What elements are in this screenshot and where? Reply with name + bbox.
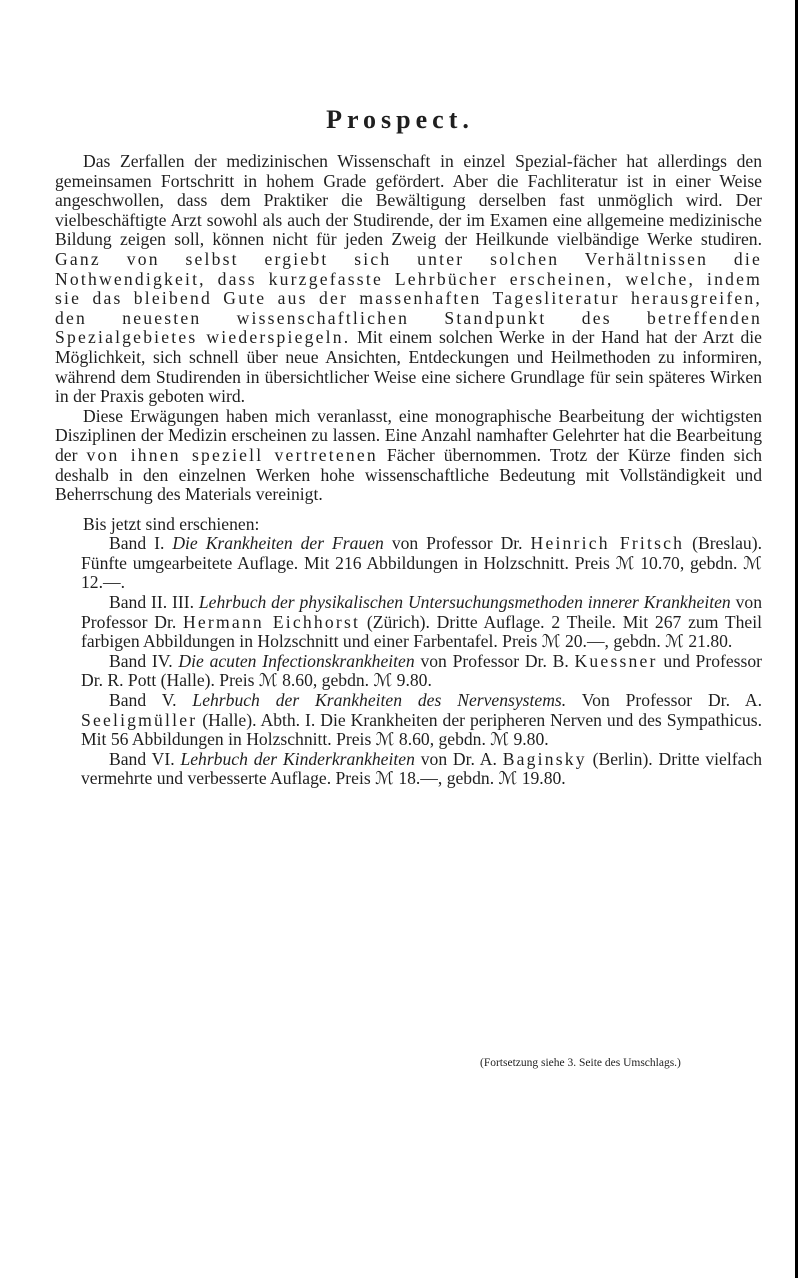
band-author: Seeligmüller — [81, 709, 198, 730]
band-title: Lehrbuch der Kinderkrankheiten — [180, 748, 415, 769]
band-details: (Halle). Abth. I. Die Krankheiten der peripheren Nerven und des Sympathicus. Mit 56 Abbildungen in Holzschnitt. Preis ℳ 8.60, gebdn. ℳ 9.80. — [81, 709, 762, 750]
band-label: Band VI. — [109, 748, 175, 769]
paragraph-considerations — [55, 407, 762, 505]
band-author: Kuessner — [574, 650, 658, 671]
band-label: Band I. — [109, 533, 165, 554]
band-entry — [55, 691, 762, 750]
band-label: Band IV. — [109, 650, 173, 671]
band-entry — [55, 534, 762, 593]
band-author-prefix: von Professor Dr. — [81, 592, 762, 632]
continuation-note: (Fortsetzung siehe 3. Seite des Umschlags.) — [480, 1057, 681, 1069]
band-author-prefix: von Professor Dr. — [391, 533, 523, 554]
band-title: Lehrbuch der physikalischen Untersuchungsmethoden innerer Krankheiten — [198, 592, 731, 613]
paragraph-intro — [55, 152, 762, 407]
paragraph-intro-c: Mit einem solchen Werke in der Hand hat der Arzt die Möglichkeit, sich schnell über neue Ansichten, Entdeckungen und Heilmethoden zu informiren, während dem Studirenden in übersichtlicher Weise eine sichere Grundlage für sein späteres Wirken in der Praxis geboten wird. — [55, 327, 762, 407]
band-details: (Berlin). Dritte vielfach vermehrte und verbesserte Auflage. Preis ℳ 18.—, gebdn. ℳ 19.80. — [81, 748, 763, 789]
band-author-prefix: Von Professor Dr. A. — [581, 690, 762, 711]
band-entry — [55, 750, 762, 789]
paragraph-considerations-b: von ihnen speziell vertretenen — [86, 444, 378, 465]
paragraph-considerations-a: Diese Erwägungen haben mich veranlasst, eine monographische Bearbeitung der wichtigsten Disziplinen der Medizin erscheinen zu lassen. Eine Anzahl namhafter Gelehrter hat die Bearbeitung der — [55, 405, 762, 465]
band-entry — [55, 593, 762, 652]
band-title: Die acuten Infectionskrankheiten — [178, 650, 415, 671]
band-list — [55, 534, 762, 789]
band-details: (Breslau). Fünfte umgearbeitete Auflage. Mit 216 Abbildungen in Holzschnitt. Preis ℳ 10.70, gebdn. ℳ 12.—. — [81, 533, 762, 593]
paragraph-intro-b: Ganz von selbst ergiebt sich unter solchen Verhältnissen die Nothwendigkeit, dass kurzgefasste Lehrbücher erscheinen, welche, indem sie das bleibend Gute aus der massenhaften Tagesliteratur herausgreifen, den neuesten wissenschaftlichen Standpunkt des betreffenden Spezialgebietes wiederspiegeln. — [55, 248, 762, 348]
band-author-prefix: von Dr. A. — [420, 748, 497, 769]
band-label: Band V. — [109, 690, 177, 711]
paragraph-considerations-c: Fächer übernommen. Trotz der Kürze finden sich deshalb in den einzelnen Werken hohe wissenschaftliche Bedeutung mit Vollständigkeit und Beherrschung des Materials vereinigt. — [55, 444, 763, 505]
band-title: Die Krankheiten der Frauen — [172, 533, 384, 554]
band-title: Lehrbuch der Krankheiten des Nervensystems. — [192, 690, 567, 711]
published-heading: Bis jetzt sind erschienen: — [83, 513, 260, 534]
page-title: Prospect. — [326, 105, 474, 134]
page-edge-bar — [795, 0, 798, 1278]
band-author: Heinrich Fritsch — [530, 533, 685, 554]
band-details: (Zürich). Dritte Auflage. 2 Theile. Mit 267 zum Theil farbigen Abbildungen in Holzschnitt und einer Farbentafel. Preis ℳ 20.—, gebdn. ℳ 21.80. — [81, 611, 762, 652]
band-author: Hermann Eichhorst — [183, 611, 361, 632]
band-author-prefix: von Professor Dr. B. — [420, 650, 569, 671]
document-body — [55, 152, 762, 789]
paragraph-intro-a: Das Zerfallen der medizinischen Wissenschaft in einzel Spezial-fächer hat allerdings den gemeinsamen Fortschritt in hohem Grade gefördert. Aber die Fachliteratur ist in einer Weise angeschwollen, dass dem Praktiker die Bewältigung derselben fast unmöglich wird. Der vielbeschäftigte Arzt sowohl als auch der Studirende, der im Examen eine allgemeine medizinische Bildung zeigen soll, können nicht für jeden Zweig der Heilkunde vielbändige Werke studiren. — [55, 151, 762, 250]
band-details: und Professor Dr. R. Pott (Halle). Preis ℳ 8.60, gebdn. ℳ 9.80. — [81, 650, 763, 691]
band-entry — [55, 652, 762, 691]
band-author: Baginsky — [502, 748, 587, 769]
band-label: Band II. III. — [109, 592, 194, 613]
